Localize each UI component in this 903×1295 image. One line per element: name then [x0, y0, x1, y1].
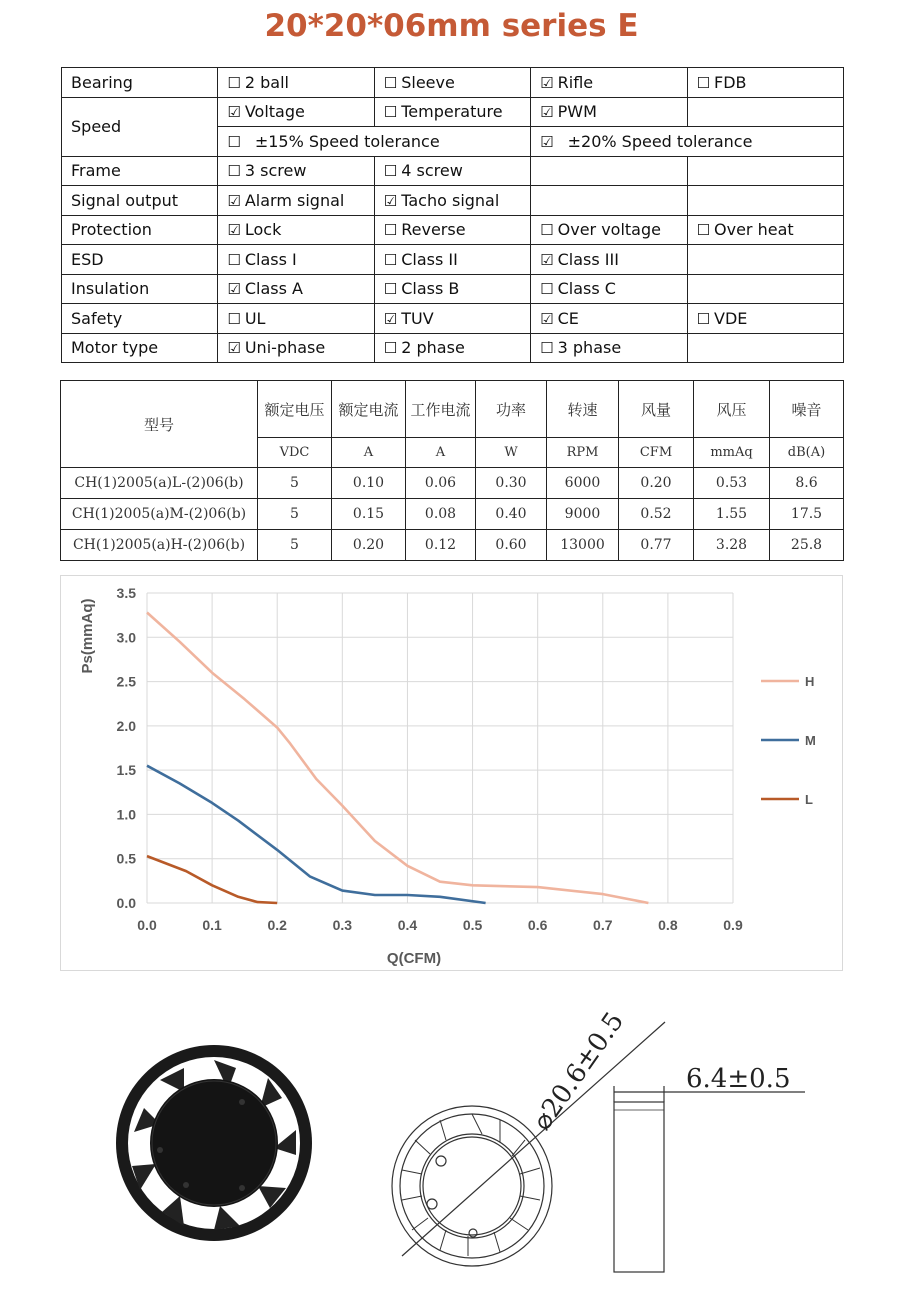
x-tick-label: 0.1: [202, 917, 222, 933]
spec-row: [62, 245, 844, 275]
spec-value: 4 screw: [401, 161, 463, 181]
y-tick-label: 3.5: [116, 585, 136, 601]
unchecked-box-icon: ☐: [383, 162, 398, 181]
unchecked-box-icon: ☐: [383, 103, 398, 122]
spec-value: Over heat: [714, 220, 794, 240]
spec-cell: [374, 274, 530, 304]
spec-cell: [687, 215, 843, 245]
y-tick-label: 3.0: [116, 629, 136, 646]
value-cell: 0.53: [694, 468, 770, 499]
spec-value: 2 phase: [401, 338, 465, 358]
x-tick-label: 0.3: [332, 917, 353, 933]
spec-row: [62, 274, 844, 304]
models-table: [60, 380, 844, 561]
spec-value: UL: [244, 308, 266, 328]
unchecked-box-icon: ☐: [540, 280, 554, 299]
x-tick-label: 0.8: [658, 917, 678, 933]
column-header: 工作电流: [406, 381, 476, 438]
spec-value: Class I: [244, 249, 297, 269]
value-cell: 0.60: [476, 530, 547, 561]
unchecked-box-icon: ☐: [383, 221, 398, 240]
checked-box-icon: ☑: [227, 221, 241, 240]
spec-value: Tacho signal: [401, 190, 500, 210]
spec-label: ESD: [62, 245, 218, 275]
unchecked-box-icon: ☐: [227, 309, 241, 328]
spec-cell: [531, 127, 844, 157]
unit-cell: A: [406, 438, 476, 468]
spec-cell: [374, 215, 530, 245]
value-cell: 8.6: [770, 468, 844, 499]
checked-box-icon: ☑: [540, 309, 554, 328]
spec-value: Lock: [244, 220, 282, 240]
value-cell: 13000: [547, 530, 619, 561]
spec-row: [62, 186, 844, 216]
spec-value: Sleeve: [401, 72, 455, 92]
x-tick-label: 0.5: [462, 917, 483, 933]
value-cell: 5: [258, 468, 332, 499]
spec-label: Safety: [62, 304, 218, 334]
x-tick-label: 0.2: [267, 917, 287, 933]
spec-cell: [218, 245, 374, 275]
spec-label: Motor type: [62, 333, 218, 363]
spec-cell: [531, 333, 687, 363]
diameter-dimension: ⌀20.6±0.5: [527, 1006, 631, 1137]
value-cell: 3.28: [694, 530, 770, 561]
y-tick-label: 2.5: [116, 673, 136, 690]
spec-value: ±20% Speed tolerance: [567, 131, 753, 151]
chart-svg: [61, 576, 844, 972]
pq-chart: [60, 575, 843, 971]
spec-cell: [531, 156, 687, 186]
value-cell: 0.15: [332, 499, 406, 530]
value-cell: 5: [258, 499, 332, 530]
unchecked-box-icon: ☐: [696, 221, 711, 240]
spec-cell: [531, 186, 687, 216]
unchecked-box-icon: ☐: [696, 73, 711, 92]
x-tick-label: 0.4: [397, 917, 418, 933]
thickness-dimension: 6.4±0.5: [686, 1064, 791, 1094]
spec-cell: [374, 97, 530, 127]
y-tick-label: 2.0: [116, 717, 136, 734]
checked-box-icon: ☑: [540, 103, 554, 122]
y-tick-label: 0.0: [116, 895, 136, 911]
spec-label: Insulation: [62, 274, 218, 304]
value-cell: 0.52: [619, 499, 694, 530]
spec-row: [62, 156, 844, 186]
spec-cell: [374, 304, 530, 334]
spec-value: Class A: [244, 279, 303, 299]
series-line-H: [147, 613, 648, 904]
spec-cell: [687, 68, 843, 98]
model-header: 型号: [61, 381, 258, 468]
spec-cell: [218, 333, 374, 363]
model-name-cell: CH(1)2005(a)L-(2)06(b): [61, 468, 258, 499]
legend-label: H: [805, 674, 815, 689]
spec-cell: [374, 68, 530, 98]
value-cell: 0.77: [619, 530, 694, 561]
fan-drawings: [0, 990, 903, 1290]
x-tick-label: 0.9: [723, 917, 743, 933]
spec-value: Rifle: [557, 72, 594, 92]
spec-cell: [531, 97, 687, 127]
unchecked-box-icon: ☐: [227, 162, 241, 181]
spec-value: 3 phase: [557, 338, 622, 358]
value-cell: 0.06: [406, 468, 476, 499]
spec-cell: [374, 245, 530, 275]
x-axis-title: Q(CFM): [386, 950, 442, 967]
checked-box-icon: ☑: [383, 309, 398, 328]
series-line-M: [147, 766, 486, 903]
spec-value: ±15% Speed tolerance: [254, 131, 440, 151]
model-name-cell: CH(1)2005(a)M-(2)06(b): [61, 499, 258, 530]
spec-cell: [531, 245, 687, 275]
models-header-row: [61, 381, 844, 438]
y-axis-title: Ps(mmAq): [79, 598, 96, 674]
spec-value: PWM: [557, 102, 597, 122]
checked-box-icon: ☑: [227, 191, 241, 210]
unit-cell: CFM: [619, 438, 694, 468]
spec-value: TUV: [401, 308, 434, 328]
y-tick-label: 1.5: [116, 762, 136, 779]
value-cell: 0.08: [406, 499, 476, 530]
unchecked-box-icon: ☐: [227, 132, 241, 151]
spec-label: Protection: [62, 215, 218, 245]
spec-value: Class II: [401, 249, 458, 269]
spec-value: Class B: [401, 279, 460, 299]
value-cell: 0.20: [619, 468, 694, 499]
model-name-cell: CH(1)2005(a)H-(2)06(b): [61, 530, 258, 561]
spec-cell: [218, 156, 374, 186]
unit-cell: dB(A): [770, 438, 844, 468]
spec-table: [61, 67, 844, 363]
x-tick-label: 0.6: [527, 917, 548, 933]
spec-value: Class III: [557, 249, 619, 269]
unchecked-box-icon: ☐: [540, 221, 554, 240]
spec-label: Frame: [62, 156, 218, 186]
front-view-drawing: [392, 1022, 665, 1266]
value-cell: 0.12: [406, 530, 476, 561]
checked-box-icon: ☑: [540, 132, 554, 151]
unit-cell: A: [332, 438, 406, 468]
unit-cell: mmAq: [694, 438, 770, 468]
spec-value: VDE: [714, 308, 748, 328]
checked-box-icon: ☑: [540, 250, 554, 269]
spec-cell: [687, 156, 843, 186]
spec-value: FDB: [714, 72, 747, 92]
column-header: 额定电流: [332, 381, 406, 438]
spec-cell: [531, 274, 687, 304]
value-cell: 17.5: [770, 499, 844, 530]
spec-value: 3 screw: [244, 161, 307, 181]
unchecked-box-icon: ☐: [227, 73, 241, 92]
value-cell: 0.40: [476, 499, 547, 530]
spec-row: [62, 333, 844, 363]
spec-cell: [218, 127, 531, 157]
spec-cell: [218, 304, 374, 334]
spec-cell: [687, 186, 843, 216]
spec-cell: [687, 333, 843, 363]
x-tick-label: 0.0: [137, 917, 157, 933]
value-cell: 1.55: [694, 499, 770, 530]
column-header: 功率: [476, 381, 547, 438]
unchecked-box-icon: ☐: [227, 250, 241, 269]
checked-box-icon: ☑: [227, 339, 241, 358]
spec-cell: [374, 156, 530, 186]
spec-cell: [531, 215, 687, 245]
spec-value: Temperature: [401, 102, 503, 122]
value-cell: 0.30: [476, 468, 547, 499]
value-cell: 0.20: [332, 530, 406, 561]
spec-row: [62, 304, 844, 334]
spec-cell: [687, 274, 843, 304]
spec-label: Signal output: [62, 186, 218, 216]
spec-cell: [531, 68, 687, 98]
column-header: 转速: [547, 381, 619, 438]
spec-cell: [687, 304, 843, 334]
spec-row: [62, 215, 844, 245]
page-title: 20*20*06mm series E: [264, 8, 639, 44]
spec-label: Speed: [62, 97, 218, 156]
spec-value: Over voltage: [557, 220, 661, 240]
spec-cell: [687, 245, 843, 275]
checked-box-icon: ☑: [383, 191, 398, 210]
spec-value: Uni-phase: [244, 338, 326, 358]
unchecked-box-icon: ☐: [540, 339, 554, 358]
spec-cell: [374, 333, 530, 363]
unchecked-box-icon: ☐: [383, 73, 398, 92]
column-header: 噪音: [770, 381, 844, 438]
spec-cell: [218, 68, 374, 98]
spec-cell: [687, 97, 843, 127]
legend-label: M: [805, 733, 816, 748]
spec-value: 2 ball: [244, 72, 289, 92]
value-cell: 0.10: [332, 468, 406, 499]
value-cell: 5: [258, 530, 332, 561]
unchecked-box-icon: ☐: [383, 280, 398, 299]
spec-value: CE: [557, 308, 579, 328]
checked-box-icon: ☑: [227, 280, 241, 299]
column-header: 风压: [694, 381, 770, 438]
spec-value: Class C: [557, 279, 616, 299]
legend-label: L: [805, 792, 813, 807]
spec-label: Bearing: [62, 68, 218, 98]
unchecked-box-icon: ☐: [383, 339, 398, 358]
checked-box-icon: ☑: [227, 103, 241, 122]
unchecked-box-icon: ☐: [696, 309, 711, 328]
spec-cell: [218, 274, 374, 304]
spec-cell: [218, 186, 374, 216]
table-row: [61, 530, 844, 561]
unit-cell: VDC: [258, 438, 332, 468]
value-cell: 25.8: [770, 530, 844, 561]
x-tick-label: 0.7: [593, 917, 613, 933]
side-view-drawing: [614, 1086, 805, 1272]
value-cell: 6000: [547, 468, 619, 499]
y-tick-label: 1.0: [116, 806, 136, 823]
spec-cell: [374, 186, 530, 216]
table-row: [61, 499, 844, 530]
unit-cell: W: [476, 438, 547, 468]
spec-row: [62, 68, 844, 98]
fan-photo: [116, 1045, 312, 1241]
column-header: 风量: [619, 381, 694, 438]
checked-box-icon: ☑: [540, 73, 554, 92]
spec-cell: [218, 97, 374, 127]
unchecked-box-icon: ☐: [383, 250, 398, 269]
table-row: [61, 468, 844, 499]
spec-value: Voltage: [244, 102, 305, 122]
value-cell: 9000: [547, 499, 619, 530]
spec-value: Alarm signal: [244, 190, 345, 210]
drawings-svg: [0, 990, 903, 1290]
spec-row: [62, 97, 844, 127]
spec-cell: [531, 304, 687, 334]
unit-cell: RPM: [547, 438, 619, 468]
spec-cell: [218, 215, 374, 245]
spec-value: Reverse: [401, 220, 466, 240]
y-tick-label: 0.5: [116, 850, 136, 867]
column-header: 额定电压: [258, 381, 332, 438]
